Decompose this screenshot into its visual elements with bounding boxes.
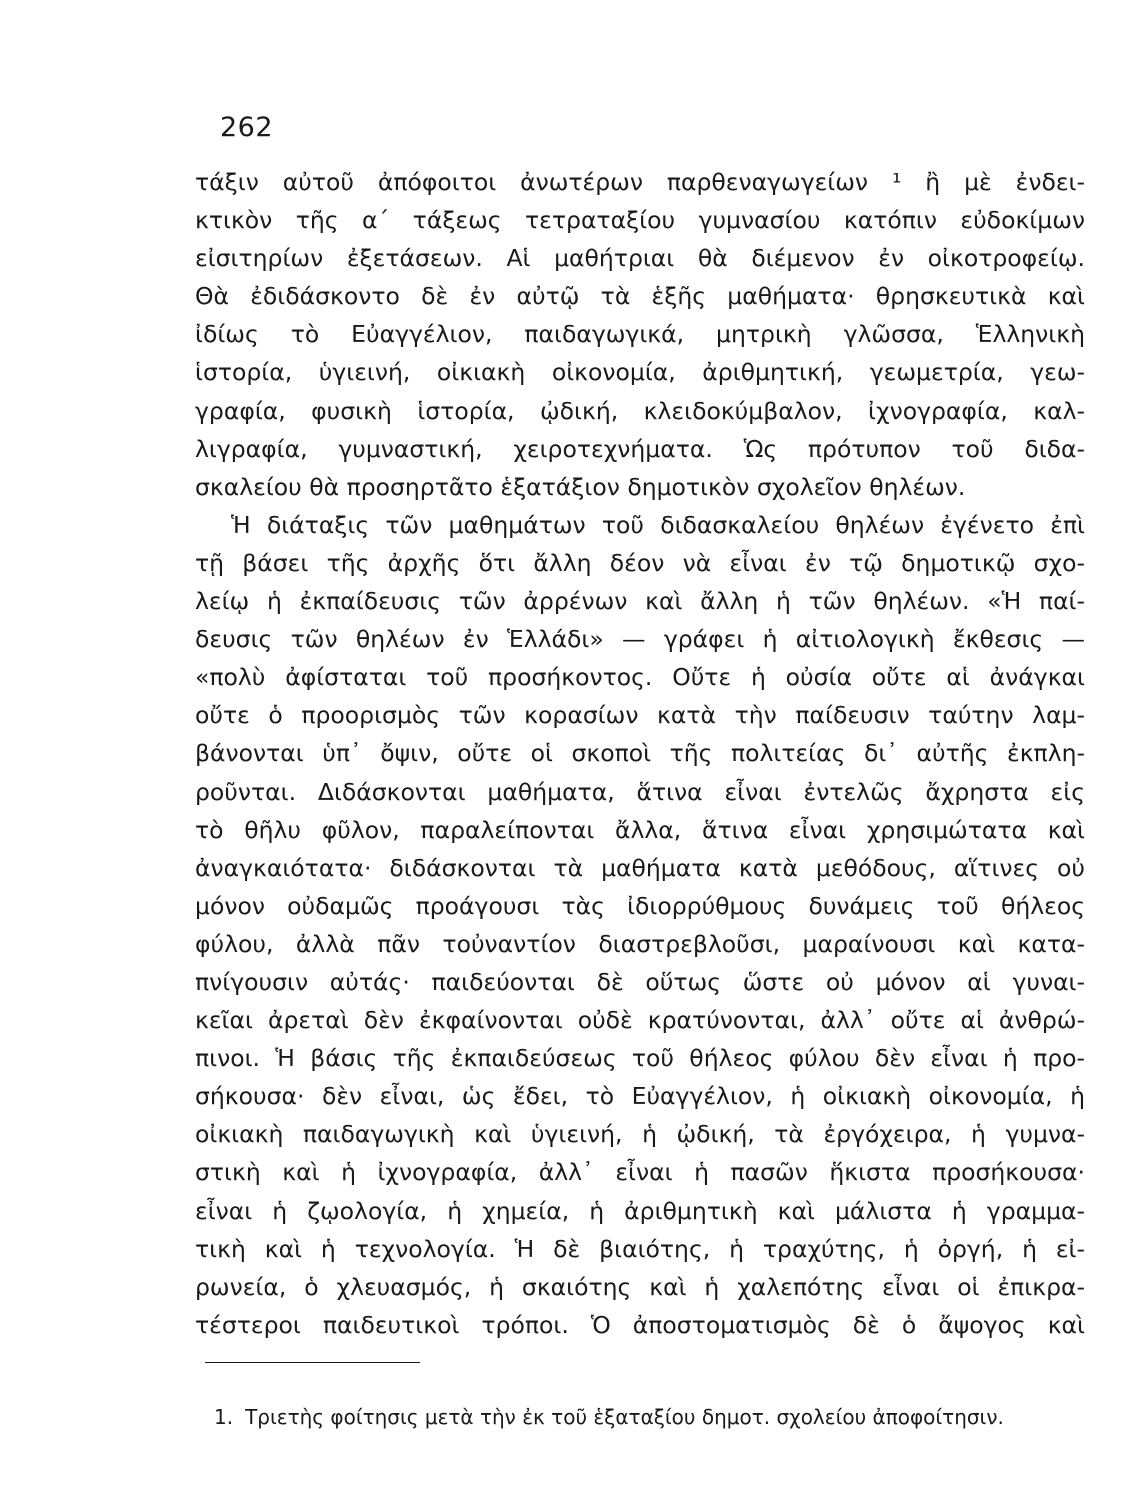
text-line: σήκουσα· δὲν εἶναι, ὡς ἔδει, τὸ Εὐαγγέλιον, ἡ οἰκιακὴ οἰκονομία, ἡ (195, 1082, 1085, 1111)
text-line: τῇ βάσει τῆς ἀρχῆς ὅτι ἄλλη δέον νὰ εἶναι ἐν τῷ δημοτικῷ σχο- (195, 548, 1085, 577)
text-line: κτικὸν τῆς α΄ τάξεως τετραταξίου γυμνασίου κατόπιν εὐδοκίμων (195, 206, 1085, 235)
footnote-text: Τριετὴς φοίτησις μετὰ τὴν ἐκ τοῦ ἑξαταξίου δημοτ. σχολείου ἀποφοίτησιν. (245, 1405, 1004, 1429)
text-line: σκαλείου θὰ προσηρτᾶτο ἑξατάξιον δημοτικὸν σχολεῖον θηλέων. (195, 472, 966, 501)
text-line: λείῳ ἡ ἐκπαίδευσις τῶν ἀρρένων καὶ ἄλλη ἡ τῶν θηλέων. «Ἡ παί- (195, 587, 1085, 616)
text-line: Ἡ διάταξις τῶν μαθημάτων τοῦ διδασκαλείου θηλέων ἐγένετο ἐπὶ (231, 510, 1085, 539)
text-line: οὔτε ὁ προορισμὸς τῶν κορασίων κατὰ τὴν παίδευσιν ταύτην λαμ- (195, 701, 1085, 730)
text-line: τικὴ καὶ ἡ τεχνολογία. Ἡ δὲ βιαιότης, ἡ τραχύτης, ἡ ὀργή, ἡ εἰ- (195, 1234, 1085, 1263)
text-line: ἱστορία, ὑγιεινή, οἰκιακὴ οἰκονομία, ἀριθμητική, γεωμετρία, γεω- (195, 358, 1085, 387)
text-line: πνίγουσιν αὐτάς· παιδεύονται δὲ οὕτως ὥστε οὐ μόνον αἱ γυναι- (195, 967, 1085, 996)
text-line: λιγραφία, γυμναστική, χειροτεχνήματα. Ὡς πρότυπον τοῦ διδα- (195, 434, 1085, 463)
text-line: ρωνεία, ὁ χλευασμός, ἡ σκαιότης καὶ ἡ χαλεπότης εἶναι οἱ ἐπικρα- (195, 1272, 1085, 1301)
text-line: Θὰ ἐδιδάσκοντο δὲ ἐν αὐτῷ τὰ ἑξῆς μαθήματα· θρησκευτικὰ καὶ (195, 282, 1085, 311)
text-line: πινοι. Ἡ βάσις τῆς ἐκπαιδεύσεως τοῦ θήλεος φύλου δὲν εἶναι ἡ προ- (195, 1044, 1085, 1073)
footnote-number: 1. (214, 1405, 234, 1429)
text-line: γραφία, φυσικὴ ἱστορία, ᾠδική, κλειδοκύμβαλον, ἰχνογραφία, καλ- (195, 396, 1085, 425)
text-line: ἰδίως τὸ Εὐαγγέλιον, παιδαγωγικά, μητρικὴ γλῶσσα, Ἑλληνικὴ (195, 320, 1085, 349)
text-line: δευσις τῶν θηλέων ἐν Ἑλλάδι» — γράφει ἡ αἰτιολογικὴ ἔκθεσις — (195, 625, 1085, 654)
text-line: εἶναι ἡ ζῳολογία, ἡ χημεία, ἡ ἀριθμητικὴ καὶ μάλιστα ἡ γραμμα- (195, 1196, 1085, 1225)
text-line: εἰσιτηρίων ἐξετάσεων. Αἱ μαθήτριαι θὰ διέμενον ἐν οἰκοτροφείῳ. (195, 244, 1085, 273)
text-line: φύλου, ἀλλὰ πᾶν τοὐναντίον διαστρεβλοῦσι, μαραίνουσι καὶ κατα- (195, 929, 1085, 958)
text-line: στικὴ καὶ ἡ ἰχνογραφία, ἀλλ᾽ εἶναι ἡ πασῶν ἥκιστα προσήκουσα· (195, 1158, 1085, 1187)
text-line: μόνον οὐδαμῶς προάγουσι τὰς ἰδιορρύθμους δυνάμεις τοῦ θήλεος (195, 891, 1085, 920)
footnote (214, 1405, 1084, 1429)
body-text (195, 163, 1085, 1344)
text-line: τέστεροι παιδευτικοὶ τρόποι. Ὁ ἀποστοματισμὸς δὲ ὁ ἄψογος καὶ (195, 1310, 1085, 1339)
text-line: τὸ θῆλυ φῦλον, παραλείπονται ἄλλα, ἅτινα εἶναι χρησιμώτατα καὶ (195, 815, 1085, 844)
text-line: ἀναγκαιότατα· διδάσκονται τὰ μαθήματα κατὰ μεθόδους, αἵτινες οὐ (195, 853, 1085, 882)
text-line: οἰκιακὴ παιδαγωγικὴ καὶ ὑγιεινή, ἡ ᾠδική, τὰ ἐργόχειρα, ἡ γυμνα- (195, 1120, 1085, 1149)
text-line: βάνονται ὑπ᾽ ὄψιν, οὔτε οἱ σκοποὶ τῆς πολιτείας δι᾽ αὐτῆς ἐκπλη- (195, 739, 1085, 768)
text-line: κεῖαι ἀρεταὶ δὲν ἐκφαίνονται οὐδὲ κρατύνονται, ἀλλ᾽ οὔτε αἱ ἀνθρώ- (195, 1006, 1085, 1035)
text-line: «πολὺ ἀφίσταται τοῦ προσήκοντος. Οὔτε ἡ οὐσία οὔτε αἱ ἀνάγκαι (195, 663, 1085, 692)
page-number: 262 (220, 112, 274, 143)
text-line: τάξιν αὐτοῦ ἀπόφοιτοι ἀνωτέρων παρθεναγωγείων ¹ ἢ μὲ ἐνδει- (195, 168, 1085, 196)
footnote-rule (205, 1362, 420, 1363)
text-line: ροῦνται. Διδάσκονται μαθήματα, ἅτινα εἶναι ἐντελῶς ἄχρηστα εἰς (195, 777, 1085, 806)
